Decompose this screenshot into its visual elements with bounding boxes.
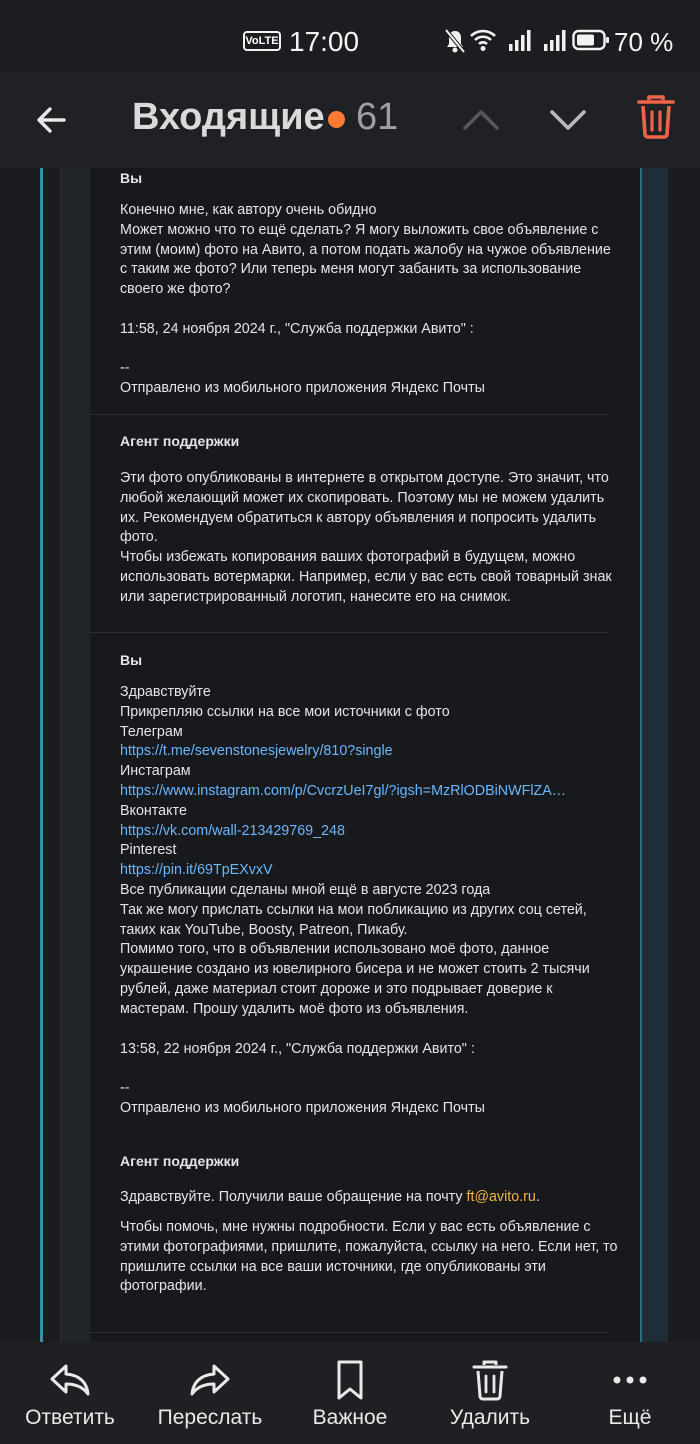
vk-link[interactable]: https://vk.com/wall-213429769_248	[120, 822, 345, 839]
message-body[interactable]	[0, 168, 700, 1342]
email-link[interactable]: ft@avito.ru	[466, 1189, 536, 1205]
message-text: Конечно мне, как автору очень обидно Может можно что то ещё сделать? Я могу выложить свое объявление с этим (моим) фото на Авито, а потом подать жалобу на чужое объявление с таким же фото? Или теперь меня могут забанить за использование своего же фото?	[120, 202, 611, 298]
battery-icon	[572, 28, 610, 52]
wifi-icon	[470, 28, 496, 52]
quote-bar	[40, 168, 43, 1342]
reply-button[interactable]	[10, 1342, 130, 1444]
delete-label: Удалить	[449, 1406, 531, 1429]
quote-gutter	[60, 168, 90, 1342]
message-text: Эти фото опубликованы в интернете в открытом доступе. Это значит, что любой желающий может их скопировать. Поэтому мы не можем удалить их. Рекомендуем обратиться к автору объявления и попросить удалить фото. Чтобы избежать копирования ваших фотографий в будущем, можно использовать вотермарки. Например, если у вас есть свой товарный знак или зарегистрированный логотип, нанесите его на снимок.	[120, 470, 612, 605]
bookmark-icon	[328, 1358, 372, 1402]
divider	[90, 414, 608, 415]
sender-name: Агент поддержки	[120, 433, 240, 449]
message-text: Чтобы помочь, мне нужны подробности. Если у вас есть объявление с этими фотографиями, пришлите, пожалуйста, ссылку на него. Если нет, то пришлите ссылки на все ваши источники, где опубликованы эти фотографии.	[120, 1219, 618, 1295]
instagram-link[interactable]: https://www.instagram.com/p/CvcrzUeI7gl/?igsh=MzRlODBiNWFlZA…	[120, 782, 567, 799]
quote-gutter-right	[640, 168, 668, 1342]
divider	[90, 1332, 608, 1333]
reply-arrow-icon	[48, 1358, 92, 1402]
next-message-chevron-down-icon[interactable]	[546, 100, 590, 140]
sender-name: Вы	[120, 170, 143, 186]
important-label: Важное	[312, 1406, 388, 1429]
delete-trash-icon[interactable]	[636, 94, 676, 140]
delete-button[interactable]	[430, 1342, 550, 1444]
signature: Отправлено из мобильного приложения Яндекс Почты	[120, 1100, 485, 1116]
unread-dot	[328, 111, 345, 128]
message-text: Здравствуйте Прикрепляю ссылки на все мои источники с фото Телеграм https://t.me/sevenstonesjewelry/810?single Инстаграм https://www.instagram.com/p/CvcrzUeI7gl/?igsh=MzRlODBiNWFlZA… Вконтакте https://vk.com/wall-213429769_248 Pinterest https://pin.it/69TpEXvxV Все публикации сделаны мной ещё в августе 2023 года Так же могу прислать ссылки на мои побликацию из других соц сетей, таких как YouTube, Boosty, Patreon, Пикабу. Помимо того, что в объявлении использовано моё фото, данное украшение создано из ювелирного бисера и не может стоить 2 тысячи рублей, даже материал стоит дороже и это подрывает доверие к мастерам. Прошу удалить моё фото из объявления.	[120, 684, 590, 1017]
quote-header: 13:58, 22 ноября 2024 г., "Служба поддержки Авито" :	[120, 1041, 475, 1057]
divider	[90, 632, 608, 633]
status-bar	[0, 0, 700, 72]
signature: Отправлено из мобильного приложения Яндекс Почты	[120, 380, 485, 396]
signature-separator: --	[120, 1080, 130, 1096]
forward-arrow-icon	[188, 1358, 232, 1402]
trash-icon	[468, 1358, 512, 1402]
folder-title: Входящие	[132, 96, 325, 138]
battery-percent: 70 %	[614, 27, 674, 57]
quote-header: 11:58, 24 ноября 2024 г., "Служба поддержки Авито" :	[120, 321, 474, 337]
more-label: Ещё	[608, 1406, 652, 1429]
more-button[interactable]	[590, 1342, 670, 1444]
forward-label: Переслать	[157, 1406, 263, 1429]
important-button[interactable]	[290, 1342, 410, 1444]
back-arrow-icon[interactable]	[30, 98, 74, 142]
volte-badge: VoLTE	[243, 31, 281, 51]
signature-separator: --	[120, 360, 130, 376]
signal-2-icon	[542, 28, 566, 52]
signal-1-icon	[507, 28, 531, 52]
reply-label: Ответить	[25, 1406, 115, 1429]
sender-name: Вы	[120, 652, 143, 668]
more-dots-icon	[608, 1358, 652, 1402]
forward-button[interactable]	[150, 1342, 270, 1444]
message-text: Здравствуйте. Получили ваше обращение на почту ft@avito.ru.	[120, 1189, 540, 1205]
pinterest-link[interactable]: https://pin.it/69TpEXvxV	[120, 862, 273, 879]
previous-message-chevron-up-icon[interactable]	[459, 100, 503, 140]
top-app-bar	[0, 72, 700, 168]
status-time: 17:00	[289, 26, 360, 57]
mute-bell-icon	[444, 28, 466, 54]
sender-name: Агент поддержки	[120, 1153, 240, 1169]
bottom-action-bar	[0, 1342, 700, 1444]
unread-count: 61	[356, 96, 399, 138]
telegram-link[interactable]: https://t.me/sevenstonesjewelry/810?single	[120, 743, 393, 760]
